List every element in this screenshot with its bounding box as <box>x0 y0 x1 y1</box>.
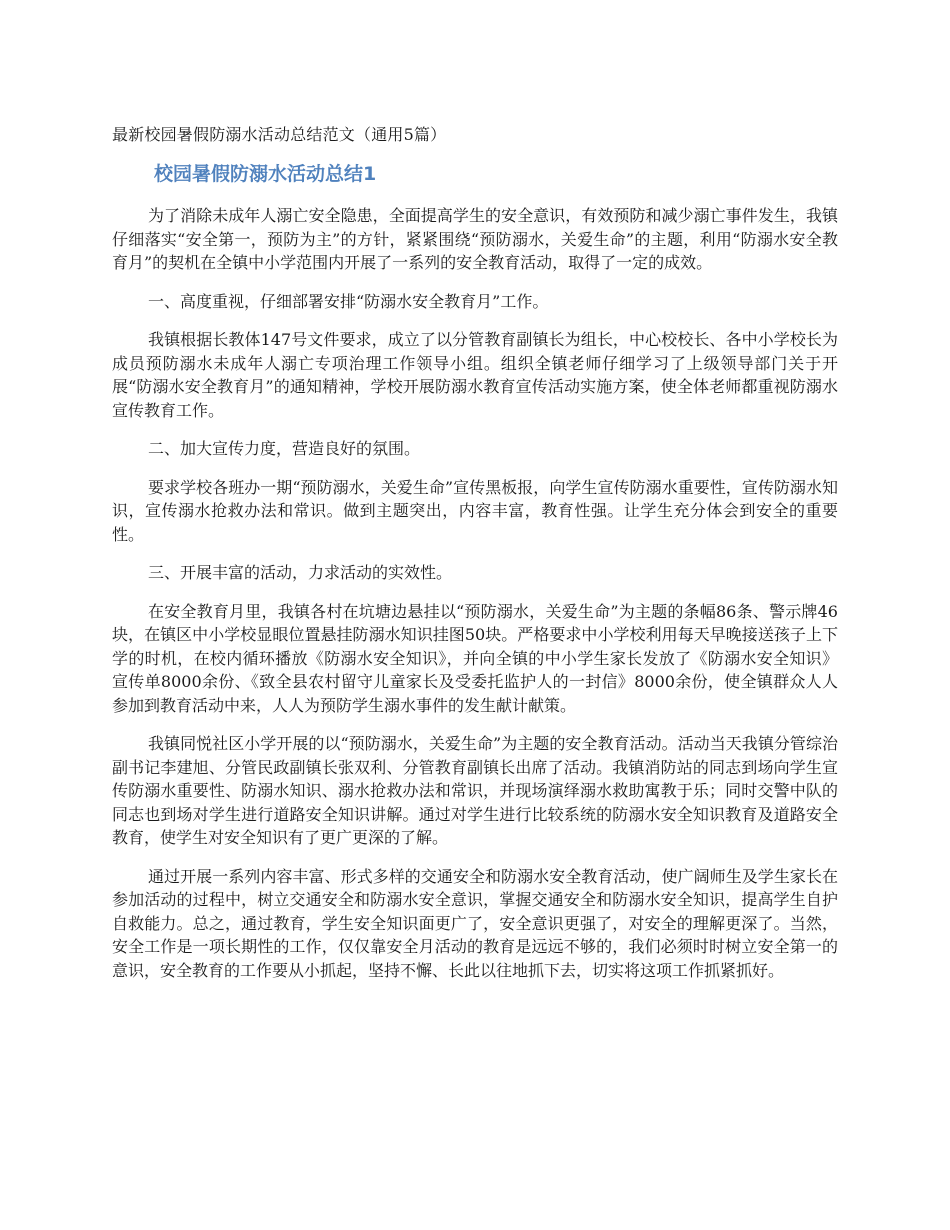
paragraph-point-3-heading: 三、开展丰富的活动，力求活动的实效性。 <box>148 563 453 582</box>
paragraph-point-1-heading: 一、高度重视，仔细部署安排“防溺水安全教育月”工作。 <box>148 291 549 311</box>
paragraph-conclusion: 通过开展一系列内容丰富、形式多样的交通安全和防溺水安全教育活动，使广阔师生及学生家长在参加活动的过程中，树立交通安全和防溺水安全意识，掌握交通安全和防溺水安全知识，提高学生自护自救能力。总之，通过教育，学生安全知识面更广了，安全意识更强了，对安全的理解更深了。当然，安全工作是一项长期性的工作，仅仅靠安全月活动的教育是远远不够的，我们必须时时树立安全第一的意识，安全教育的工作要从小抓起，坚持不懈、长此以往地抓下去，切实将这项工作抓紧抓好。 <box>112 866 838 980</box>
document-title: 最新校园暑假防溺水活动总结范文（通用5篇） <box>112 125 447 144</box>
paragraph-point-2-body: 要求学校各班办一期“预防溺水，关爱生命”宣传黑板报，向学生宣传防溺水重要性，宣传防溺水知识，宣传溺水抢救办法和常识。做到主题突出，内容丰富，教育性强。让学生充分体会到安全的重要性。 <box>112 477 838 544</box>
paragraph-point-3-body-1: 在安全教育月里，我镇各村在坑塘边悬挂以“预防溺水，关爱生命”为主题的条幅86条、警示牌46块，在镇区中小学校显眼位置悬挂防溺水知识挂图50块。严格要求中小学校利用每天早晚接送孩子上下学的时机，在校内循环播放《防溺水安全知识》，并向全镇的中小学生家长发放了《防溺水安全知识》宣传单8000余份、《致全县农村留守儿童家长及受委托监护人的一封信》8000余份，使全镇群众人人参加到教育活动中来，人人为预防学生溺水事件的发生献计献策。 <box>112 601 838 715</box>
paragraph-point-2-heading: 二、加大宣传力度，营造良好的氛围。 <box>148 439 421 458</box>
paragraph-point-3-body-2: 我镇同悦社区小学开展的以“预防溺水，关爱生命”为主题的安全教育活动。活动当天我镇分管综治副书记李建旭、分管民政副镇长张双利、分管教育副镇长出席了活动。我镇消防站的同志到场向学生宣传防溺水重要性、防溺水知识、溺水抢救办法和常识，并现场演绎溺水救助寓教于乐；同时交警中队的同志也到场对学生进行道路安全知识讲解。通过对学生进行比较系统的防溺水安全知识教育及道路安全教育，使学生对安全知识有了更广更深的了解。 <box>112 734 838 847</box>
section-heading: 校园暑假防溺水活动总结1 <box>154 163 377 185</box>
paragraph-intro: 为了消除未成年人溺亡安全隐患，全面提高学生的安全意识，有效预防和减少溺亡事件发生，我镇仔细落实“安全第一，预防为主”的方针，紧紧围绕“预防溺水，关爱生命”的主题，利用“防溺水安全教育月”的契机在全镇中小学范围内开展了一系列的安全教育活动，取得了一定的成效。 <box>112 206 838 272</box>
paragraph-point-1-body: 我镇根据长教体147号文件要求，成立了以分管教育副镇长为组长，中心校校长、各中小学校长为成员预防溺水未成年人溺亡专项治理工作领导小组。组织全镇老师仔细学习了上级领导部门关于开展“防溺水安全教育月”的通知精神，学校开展防溺水教育宣传活动实施方案，使全体老师都重视防溺水宣传教育工作。 <box>112 330 838 420</box>
